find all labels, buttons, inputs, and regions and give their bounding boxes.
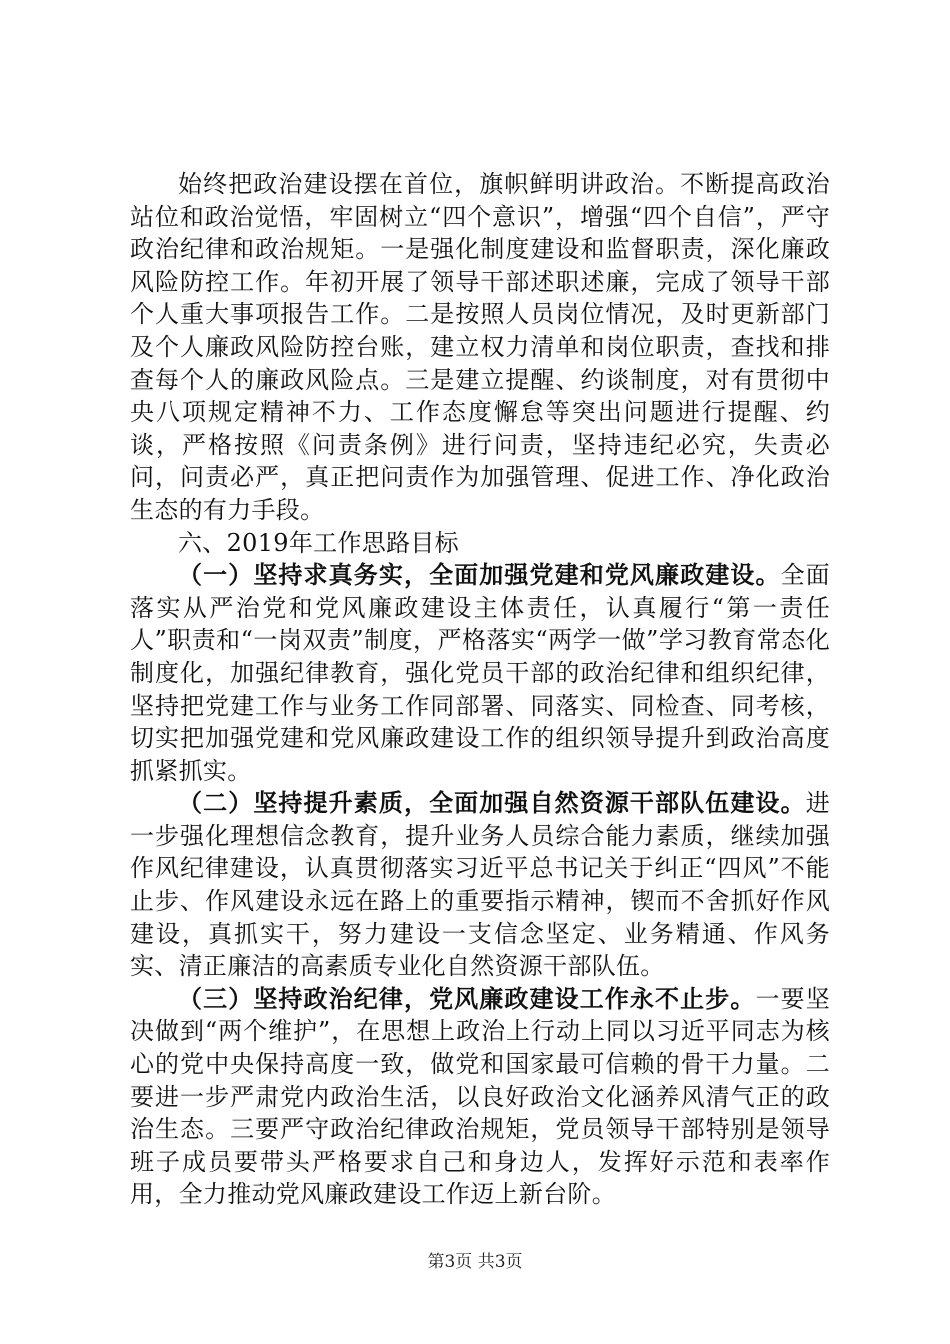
paragraph-lead: （三）坚持政治纪律，党风廉政建设工作永不止步。 — [178, 983, 756, 1013]
paragraph-lead: （二）坚持提升素质，全面加强自然资源干部队伍建设。 — [178, 788, 806, 818]
page-number-footer: 第3页 共3页 — [427, 1252, 523, 1272]
paragraph-text: 始终把政治建设摆在首位，旗帜鲜明讲政治。不断提高政治站位和政治觉悟，牢固树立“四个意识”，增强“四个自信”，严守政治纪律和政治规矩。一是强化制度建设和监督职责，深化廉政风险防控工作。年初开展了领导干部述职述廉，完成了领导干部个人重大事项报告工作。二是按照人员岗位情况，及时更新部门及个人廉政风险防控台账，建立权力清单和岗位职责，查找和排查每个人的廉政风险点。三是建立提醒、约谈制度，对有贯彻中央八项规定精神不力、工作态度懈怠等突出问题进行提醒、约谈，严格按照《问责条例》进行问责，坚持违纪必究，失责必问，问责必严，真正把问责作为加强管理、促进工作、净化政治生态的有力手段。 — [130, 170, 830, 524]
paragraph-goal-2 — [130, 787, 830, 983]
paragraph-goal-3 — [130, 983, 830, 1211]
paragraph-text: 一要坚决做到“两个维护”，在思想上政治上行动上同以习近平同志为核心的党中央保持高度一致，做党和国家最可信赖的骨干力量。二要进一步严肃党内政治生活，以良好政治文化涵养风清气正的政治生态。三要严守政治纪律政治规矩，党员领导干部特别是领导班子成员要带头严格要求自己和身边人，发挥好示范和表率作用，全力推动党风廉政建设工作迈上新台阶。 — [130, 984, 830, 1209]
section-heading-2019-goals — [130, 527, 830, 560]
paragraph-political-building — [130, 168, 830, 527]
paragraph-text: 进一步强化理想信念教育，提升业务人员综合能力素质，继续加强作风纪律建设，认真贯彻落实习近平总书记关于纠正“四风”不能止步、作风建设永远在路上的重要指示精神，锲而不舍抓好作风建设，真抓实干，努力建设一支信念坚定、业务精通、作风务实、清正廉洁的高素质专业化自然资源干部队伍。 — [130, 789, 830, 981]
paragraph-goal-1 — [130, 559, 830, 787]
section-heading-text: 六、2019年工作思路目标 — [178, 528, 459, 557]
document-body — [130, 168, 830, 1211]
paragraph-text: 全面落实从严治党和党风廉政建设主体责任，认真履行“第一责任人”职责和“一岗双责”制度，严格落实“两学一做”学习教育常态化制度化，加强纪律教育，强化党员干部的政治纪律和组织纪律，坚持把党建工作与业务工作同部署、同落实、同检查、同考核，切实把加强党建和党风廉政建设工作的组织领导提升到政治高度抓紧抓实。 — [130, 561, 830, 785]
paragraph-lead: （一）坚持求真务实，全面加强党建和党风廉政建设。 — [178, 560, 781, 590]
